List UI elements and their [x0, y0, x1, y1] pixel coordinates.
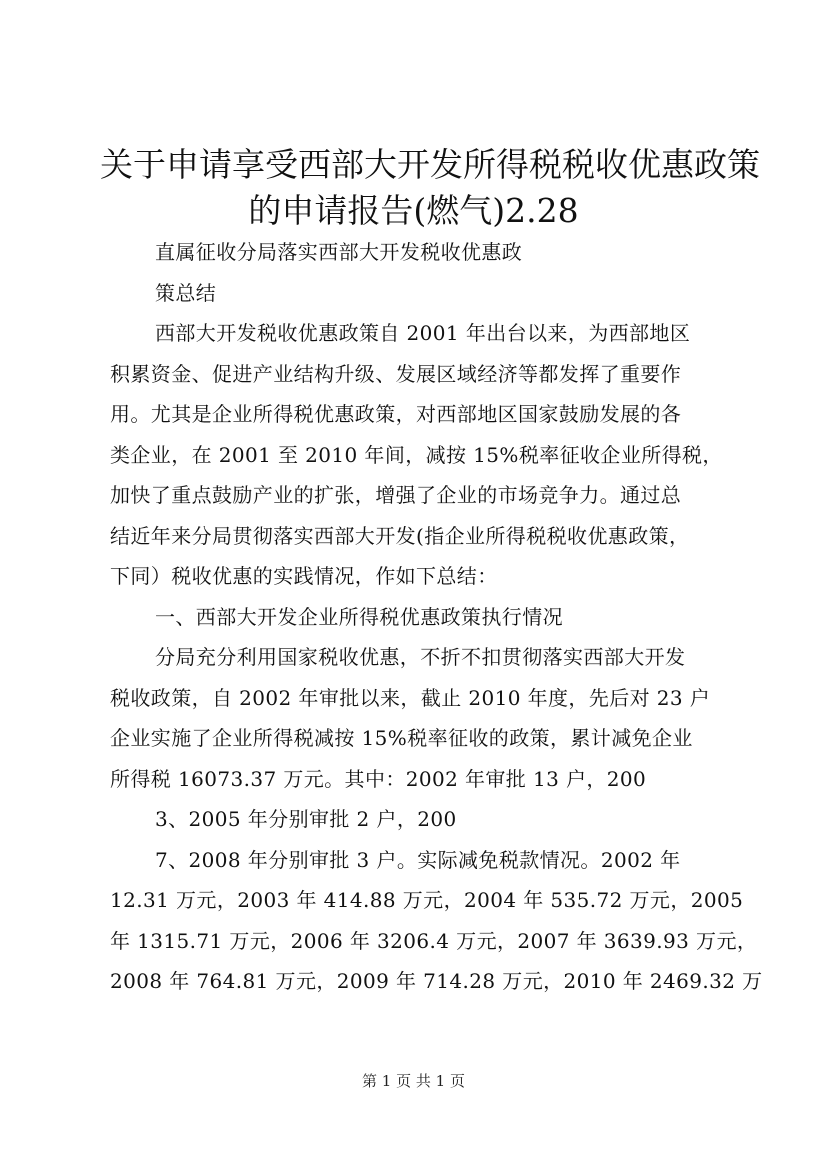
body-line: 企业实施了企业所得税减按 15%税率征收的政策，累计减免企业	[110, 726, 693, 750]
body-line: 年 1315.71 万元，2006 年 3206.4 万元，2007 年 3639.93 万元，	[110, 928, 758, 953]
body-line: 下同）税收优惠的实践情况，作如下总结：	[110, 564, 498, 588]
section-heading: 一、西部大开发企业所得税优惠政策执行情况	[155, 604, 563, 629]
body-line: 西部大开发税收优惠政策自 2001 年出台以来，为西部地区	[155, 321, 691, 345]
body-line: 税收政策，自 2002 年审批以来，截止 2010 年度，先后对 23 户	[110, 685, 711, 710]
body-line: 加快了重点鼓励产业的扩张，增强了企业的市场竞争力。通过总	[110, 483, 682, 507]
title-line-2: 的申请报告(燃气)2.28	[248, 191, 579, 230]
body-line: 类企业，在 2001 至 2010 年间，减按 15%税率征收企业所得税，	[110, 442, 723, 467]
body-line: 结近年来分局贯彻落实西部大开发(指企业所得税税收优惠政策，	[110, 523, 690, 548]
document-title	[100, 142, 760, 234]
body-line: 用。尤其是企业所得税优惠政策，对西部地区国家鼓励发展的各	[110, 402, 682, 426]
page-footer: 第 1 页 共 1 页	[362, 1072, 465, 1090]
body-line: 所得税 16073.37 万元。其中：2002 年审批 13 户，200	[110, 766, 647, 791]
body-line: 7、2008 年分别审批 3 户。实际减免税款情况。2002 年	[155, 847, 681, 872]
document-body	[110, 232, 763, 1002]
body-line: 3、2005 年分别审批 2 户，200	[155, 807, 457, 831]
title-line-1: 关于申请享受西部大开发所得税税收优惠政策	[100, 145, 760, 184]
body-line: 2008 年 764.81 万元，2009 年 714.28 万元，2010 年 2469.32 万	[110, 969, 763, 993]
body-line: 12.31 万元，2003 年 414.88 万元，2004 年 535.72 万元，2005	[110, 888, 744, 912]
body-line: 分局充分利用国家税收优惠，不折不扣贯彻落实西部大开发	[155, 645, 686, 669]
body-line: 直属征收分局落实西部大开发税收优惠政	[155, 240, 523, 264]
body-line: 策总结	[155, 280, 217, 305]
body-line: 积累资金、促进产业结构升级、发展区域经济等都发挥了重要作	[110, 361, 682, 386]
